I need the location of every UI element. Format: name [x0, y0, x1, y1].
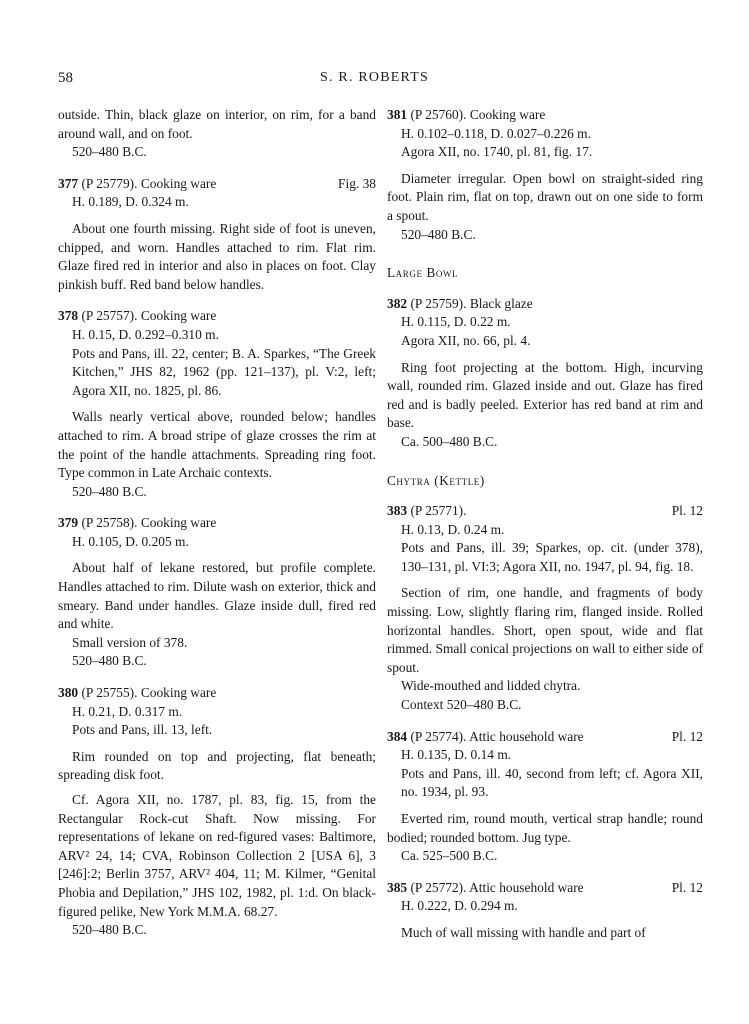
entry-description: Ring foot projecting at the bottom. High, incurving wall, rounded rim. Glazed inside and out. Glaze has fired red and is badly peeled. Exterior has red band at rim and base. [387, 359, 703, 431]
entry-description: Rim rounded on top and projecting, flat beneath; spreading disk foot. [58, 748, 376, 783]
entry-references: Pots and Pans, ill. 13, left. [72, 722, 213, 738]
entry-heading [58, 307, 376, 326]
catalog-entry-381 [387, 106, 703, 244]
entry-heading [387, 728, 703, 747]
entry-number: 384 [387, 728, 408, 744]
plate-reference: Pl. 12 [671, 728, 703, 744]
entry-date: 520–480 B.C. [72, 483, 147, 499]
entry-dimensions: H. 0.102–0.118, D. 0.027–0.226 m. [401, 125, 591, 141]
left-column [58, 106, 376, 953]
entry-date: Ca. 525–500 B.C. [401, 848, 498, 864]
entry-description: About half of lekane restored, but profile complete. Handles attached to rim. Dilute wash on exterior, thick and smeary. Band under handles. Glaze inside dull, fired red and white. [58, 560, 376, 632]
continuation-text: outside. Thin, black glaze on interior, on rim, for a band around wall, and on foot. [58, 107, 376, 141]
figure-reference: Fig. 38 [338, 175, 376, 191]
entry-description: Walls nearly vertical above, rounded below; handles attached to rim. A broad stripe of glaze crosses the rim at the point of the handle attachments. Spreading ring foot. Type common in Late Archaic contexts. [58, 409, 376, 481]
entry-dimensions: H. 0.135, D. 0.14 m. [401, 747, 512, 763]
entry-comparanda: Cf. Agora XII, no. 1787, pl. 83, fig. 15, from the Rectangular Rock-cut Shaft. Now missing. For representations of lekane on red-figured vases: Baltimore, ARV² 24, 14; CVA, Robinson Collection 2 [USA 6], 3 [246]:2; Berlin 3757, ARV² 404, 11; M. Kilmer, “Genital Phobia and Depilation,” JHS 102, 1982, pl. 1:d. On black-figured pelike, New York M.M.A. 68.27. [58, 792, 376, 919]
entry-title: (P 25757). Cooking ware [78, 308, 217, 324]
catalog-entry-377 [58, 175, 376, 295]
entry-heading [58, 684, 376, 703]
entry-date: 520–480 B.C. [401, 226, 476, 242]
entry-heading [58, 175, 376, 194]
catalog-entry-380 [58, 684, 376, 940]
entry-description: Much of wall missing with handle and part of [401, 924, 646, 940]
entry-title: (P 25759). Black glaze [407, 295, 533, 311]
plate-reference: Pl. 12 [671, 879, 703, 895]
entry-title: (P 25772). Attic household ware [407, 879, 584, 895]
continuation-date: 520–480 B.C. [72, 144, 147, 160]
catalog-entry-379 [58, 514, 376, 671]
entry-number: 381 [387, 107, 408, 122]
entry-title: (P 25755). Cooking ware [78, 685, 217, 701]
entry-date: Ca. 500–480 B.C. [401, 433, 498, 449]
entry-title: (P 25779). Cooking ware [78, 175, 217, 191]
entry-number: 383 [387, 503, 408, 519]
catalog-entry-383 [387, 502, 703, 715]
entry-heading [58, 514, 376, 533]
entry-number: 382 [387, 295, 408, 311]
entry-references: Pots and Pans, ill. 22, center; B. A. Sparkes, “The Greek Kitchen,” JHS 82, 1962 (pp. 121–137), pl. V:2, left; Agora XII, no. 1825, pl. 86. [72, 345, 376, 398]
continuation-paragraph [58, 106, 376, 162]
entry-number: 378 [58, 308, 79, 324]
right-column [387, 106, 703, 956]
entry-dimensions: H. 0.222, D. 0.294 m. [401, 898, 518, 914]
page-number: 58 [58, 70, 73, 86]
entry-date: 520–480 B.C. [72, 653, 147, 669]
entry-references: Agora XII, no. 1740, pl. 81, fig. 17. [401, 144, 593, 160]
entry-title: (P 25760). Cooking ware [407, 107, 546, 122]
entry-note: Wide-mouthed and lidded chytra. [401, 678, 581, 694]
entry-dimensions: H. 0.15, D. 0.292–0.310 m. [72, 326, 219, 342]
entry-heading [387, 502, 703, 521]
entry-dimensions: H. 0.105, D. 0.205 m. [72, 533, 189, 549]
catalog-entry-382 [387, 295, 703, 452]
catalog-entry-385 [387, 879, 703, 943]
entry-references: Pots and Pans, ill. 40, second from left; cf. Agora XII, no. 1934, pl. 93. [401, 765, 703, 800]
entry-number: 385 [387, 879, 408, 895]
entry-heading [387, 106, 703, 125]
entry-description: Diameter irregular. Open bowl on straight-sided ring foot. Plain rim, flat on top, drawn out on one side to form a spout. [387, 170, 703, 223]
entry-dimensions: H. 0.13, D. 0.24 m. [401, 521, 505, 537]
entry-references: Agora XII, no. 66, pl. 4. [401, 332, 531, 348]
entry-number: 377 [58, 175, 79, 191]
entry-heading [387, 879, 703, 898]
catalog-entry-384 [387, 728, 703, 866]
entry-number: 380 [58, 685, 79, 701]
entry-date: 520–480 B.C. [72, 922, 147, 938]
entry-note: Small version of 378. [72, 634, 188, 650]
entry-references: Pots and Pans, ill. 39; Sparkes, op. cit. (under 378), 130–131, pl. VI:3; Agora XII, no. 1947, pl. 94, fig. 18. [401, 540, 703, 574]
entry-dimensions: H. 0.21, D. 0.317 m. [72, 703, 183, 719]
section-heading-chytra: Chytra (Kettle) [387, 472, 485, 488]
entry-title: (P 25774). Attic household ware [407, 728, 584, 744]
entry-date: Context 520–480 B.C. [401, 697, 522, 713]
entry-description: Everted rim, round mouth, vertical strap handle; round bodied; rounded bottom. Jug type. [387, 811, 703, 845]
entry-heading [387, 295, 703, 314]
entry-dimensions: H. 0.189, D. 0.324 m. [72, 194, 189, 210]
plate-reference: Pl. 12 [671, 503, 703, 519]
catalog-entry-378 [58, 307, 376, 501]
entry-description: About one fourth missing. Right side of foot is uneven, chipped, and worn. Handles attached to rim. Flat rim. Glaze fired red in interior and also in places on foot. Clay pinkish buff. Red band below handles. [58, 220, 376, 292]
entry-title: (P 25771). [407, 503, 467, 519]
entry-number: 379 [58, 515, 79, 531]
section-heading-large-bowl: Large Bowl [387, 265, 459, 281]
running-title: S. R. ROBERTS [320, 70, 429, 85]
entry-description: Section of rim, one handle, and fragments of body missing. Low, slightly flaring rim, flanged inside. Rolled horizontal handles. Short, open spout, wide and flat rimmed. Small conical projections on wall to either side of spout. [387, 585, 703, 675]
entry-title: (P 25758). Cooking ware [78, 515, 217, 531]
entry-dimensions: H. 0.115, D. 0.22 m. [401, 314, 511, 330]
